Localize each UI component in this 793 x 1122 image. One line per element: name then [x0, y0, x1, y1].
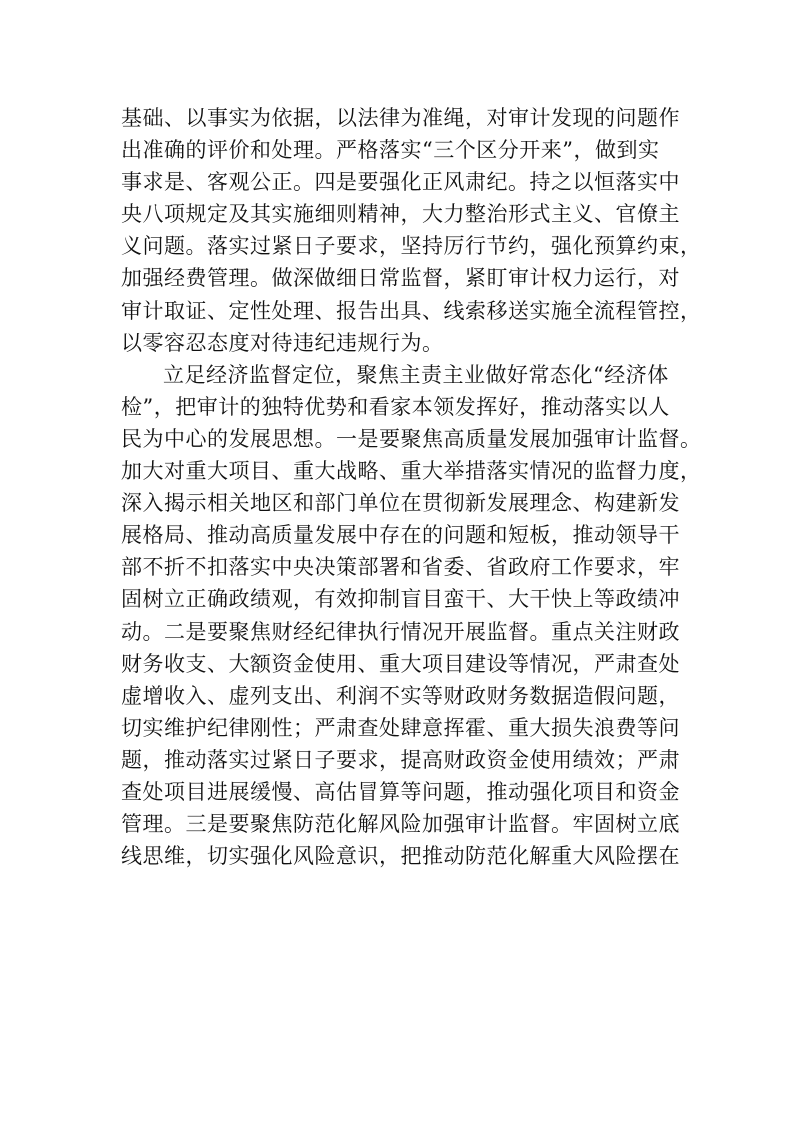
text-line: 线思维，切实强化风险意识，把推动防范化解重大风险摆在: [121, 844, 680, 869]
text-line: 加大对重大项目、重大战略、重大举措落实情况的监督力度，: [121, 459, 702, 484]
text-line: 题，推动落实过紧日子要求，提高财政资金使用绩效；严肃: [121, 747, 680, 772]
text-line: 切实维护纪律刚性；严肃查处肆意挥霍、重大损失浪费等问: [121, 715, 680, 740]
text-line: 深入揭示相关地区和部门单位在贯彻新发展理念、构建新发: [121, 491, 680, 516]
text-line: 加强经费管理。做深做细日常监督，紧盯审计权力运行，对: [121, 266, 680, 291]
text-line: 出准确的评价和处理。严格落实“三个区分开来”，做到实: [121, 138, 660, 163]
text-line: 事求是、客观公正。四是要强化正风肃纪。持之以恒落实中: [121, 170, 680, 195]
text-line: 以零容忍态度对待违纪违规行为。: [121, 330, 444, 355]
paragraph-start-line: 立足经济监督定位，聚焦主责主业做好常态化“经济体: [163, 362, 669, 387]
text-line: 义问题。落实过紧日子要求，坚持厉行节约，强化预算约束，: [121, 234, 702, 259]
text-line: 审计取证、定性处理、报告出具、线索移送实施全流程管控，: [121, 298, 702, 323]
text-line: 央八项规定及其实施细则精神，大力整治形式主义、官僚主: [121, 202, 680, 227]
text-line: 动。二是要聚焦财经纪律执行情况开展监督。重点关注财政: [121, 619, 680, 644]
text-line: 管理。三是要聚焦防范化解风险加强审计监督。牢固树立底: [121, 812, 680, 837]
text-line: 民为中心的发展思想。一是要聚焦高质量发展加强审计监督。: [121, 426, 702, 451]
text-line: 财务收支、大额资金使用、重大项目建设等情况，严肃查处: [121, 651, 680, 676]
text-line: 虚增收入、虚列支出、利润不实等财政财务数据造假问题，: [121, 683, 680, 708]
text-line: 查处项目进展缓慢、高估冒算等问题，推动强化项目和资金: [121, 779, 680, 804]
text-line: 展格局、推动高质量发展中存在的问题和短板，推动领导干: [121, 523, 680, 548]
text-line: 基础、以事实为依据，以法律为准绳，对审计发现的问题作: [121, 106, 680, 130]
text-line: 固树立正确政绩观，有效抑制盲目蛮干、大干快上等政绩冲: [121, 587, 680, 612]
text-line: 检”，把审计的独特优势和看家本领发挥好，推动落实以人: [121, 394, 670, 419]
body-text: [121, 102, 702, 872]
text-line: 部不折不扣落实中央决策部署和省委、省政府工作要求，牢: [121, 555, 680, 580]
